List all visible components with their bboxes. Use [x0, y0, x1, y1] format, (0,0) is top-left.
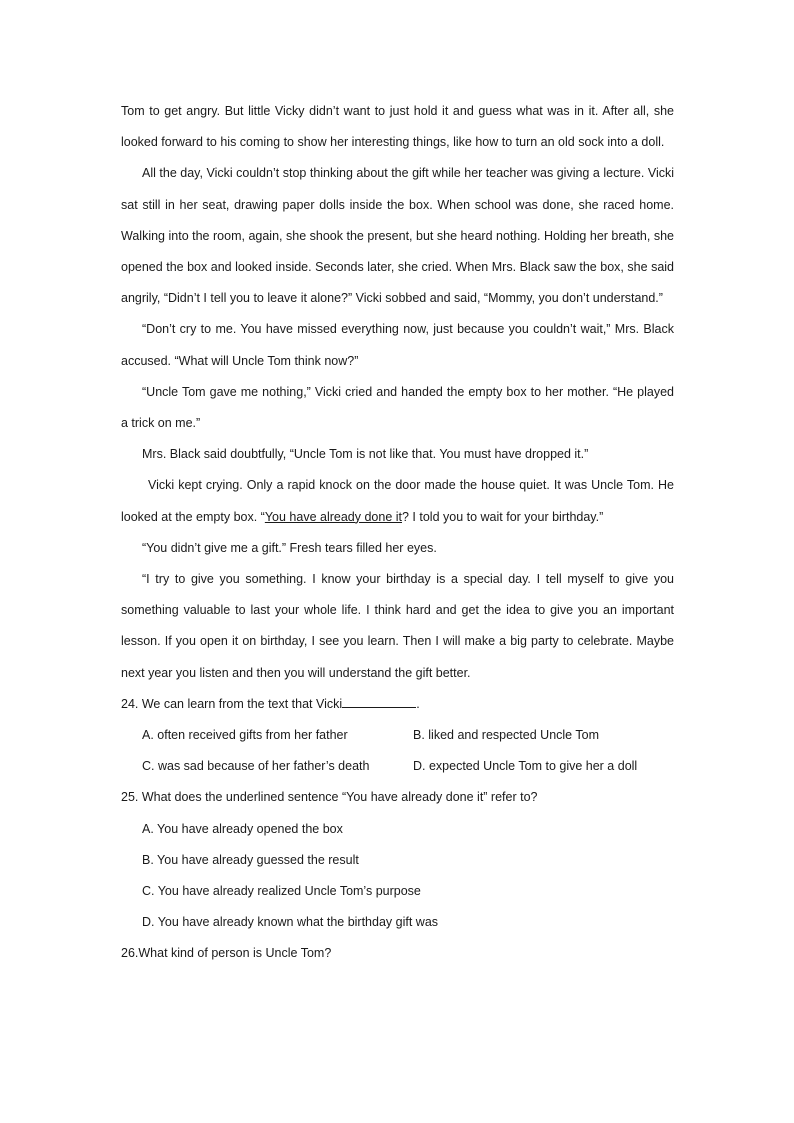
story-paragraph-4: “Uncle Tom gave me nothing,” Vicki cried and handed the empty box to her mother. “He played a trick on me.” [121, 384, 674, 431]
story-paragraph-7: “You didn’t give me a gift.” Fresh tears filled her eyes. [142, 540, 437, 555]
question-24-stem: 24. We can learn from the text that Vicki [121, 696, 343, 711]
option-25-d: D. You have already known what the birthday gift was [142, 915, 439, 930]
story-paragraph-6 [121, 470, 674, 532]
answer-blank [342, 695, 416, 708]
option-24-b: B. liked and respected Uncle Tom [413, 728, 599, 743]
story-paragraph-3: “Don’t cry to me. You have missed everything now, just because you couldn’t wait,” Mrs. Black accused. “What will Uncle Tom think now?” [121, 322, 674, 368]
question-24-end: . [416, 696, 420, 711]
document-page [121, 96, 674, 970]
option-25-c: C. You have already realized Uncle Tom’s purpose [142, 884, 421, 899]
option-24-d: D. expected Uncle Tom to give her a doll [413, 759, 638, 774]
p6-text-after: ? I told you to wait for your birthday.” [402, 509, 604, 524]
story-paragraph-2: All the day, Vicki couldn’t stop thinking about the gift while her teacher was giving a lecture. Vicki sat still in her seat, drawing paper dolls inside the box. When school was done, she raced home. Walking into the room, again, she shook the present, but she heard nothing. Holding her breath, she opened the box and looked inside. Seconds later, she cried. When Mrs. Black saw the box, she said angrily, “Didn’t I tell you to leave it alone?” Vicki sobbed and said, “Mommy, you don’t understand.” [121, 166, 674, 306]
question-26-stem: 26.What kind of person is Uncle Tom? [121, 946, 332, 961]
question-24 [121, 689, 674, 720]
underlined-sentence: You have already done it [264, 509, 402, 524]
story-paragraph-1: Tom to get angry. But little Vicky didn’t want to just hold it and guess what was in it. After all, she looked forward to his coming to show her interesting things, like how to turn an old sock into a doll. [121, 104, 674, 150]
story-paragraph-5: Mrs. Black said doubtfully, “Uncle Tom is not like that. You must have dropped it.” [142, 447, 589, 462]
option-25-b: B. You have already guessed the result [142, 852, 359, 867]
question-25-stem: 25. What does the underlined sentence “You have already done it” refer to? [121, 790, 538, 805]
option-24-a: A. often received gifts from her father [142, 728, 348, 743]
option-25-a: A. You have already opened the box [142, 821, 343, 836]
story-paragraph-8: “I try to give you something. I know your birthday is a special day. I tell myself to give you something valuable to last your whole life. I think hard and get the idea to give you an important lesson. If you open it on birthday, I see you learn. Then I will make a big party to celebrate. Maybe next year you listen and then you will understand the gift better. [121, 572, 674, 680]
option-24-c: C. was sad because of her father’s death [142, 759, 370, 774]
p6-text-before: Vicki kept crying. Only a rapid knock on the door made the house quiet. It was Uncle Tom. He looked at the empty box. “ [121, 478, 674, 524]
question-24-options-ab [121, 720, 674, 751]
question-24-options-cd [121, 751, 674, 782]
